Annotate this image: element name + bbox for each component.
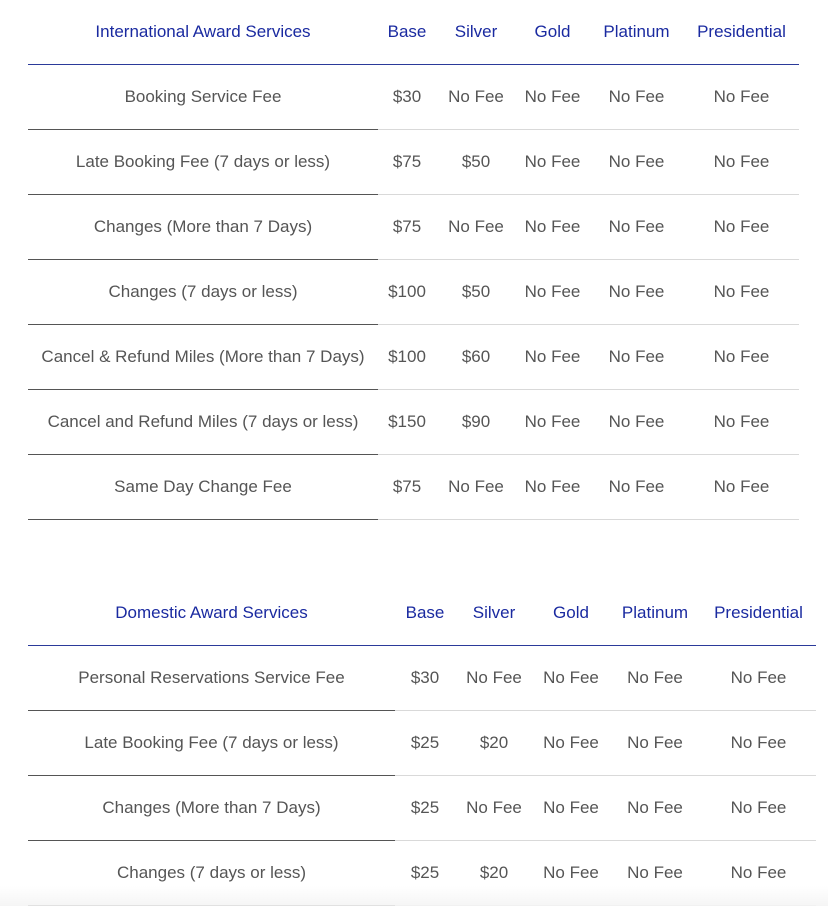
fee-value-gold: No Fee: [516, 195, 589, 260]
fee-value-platinum: No Fee: [609, 841, 701, 906]
fee-value-base: $30: [395, 646, 455, 711]
table-header-row: [28, 0, 799, 65]
fee-value-base: $25: [395, 776, 455, 841]
table-row: [28, 455, 799, 520]
fee-value-silver: No Fee: [455, 646, 533, 711]
fee-value-base: $25: [395, 711, 455, 776]
fee-label: Changes (7 days or less): [28, 841, 395, 906]
fee-value-presidential: No Fee: [701, 776, 816, 841]
column-header-gold: Gold: [533, 581, 609, 646]
fee-value-presidential: No Fee: [684, 455, 799, 520]
fee-value-silver: $20: [455, 711, 533, 776]
fee-value-presidential: No Fee: [701, 646, 816, 711]
fee-value-platinum: No Fee: [589, 325, 684, 390]
fee-value-silver: $50: [436, 130, 516, 195]
fee-value-base: $150: [378, 390, 436, 455]
table-row: [28, 390, 799, 455]
fee-value-gold: No Fee: [533, 646, 609, 711]
fee-value-silver: $50: [436, 260, 516, 325]
fee-value-platinum: No Fee: [609, 776, 701, 841]
column-header-gold: Gold: [516, 0, 589, 65]
fee-value-presidential: No Fee: [684, 325, 799, 390]
column-header-silver: Silver: [455, 581, 533, 646]
table-row: [28, 646, 816, 711]
fee-value-platinum: No Fee: [609, 711, 701, 776]
column-header-base: Base: [378, 0, 436, 65]
fee-value-base: $100: [378, 325, 436, 390]
international-award-fees-table: [28, 0, 799, 520]
fee-value-base: $25: [395, 841, 455, 906]
fee-value-presidential: No Fee: [684, 65, 799, 130]
fee-value-gold: No Fee: [516, 65, 589, 130]
fee-value-silver: $60: [436, 325, 516, 390]
table-title: International Award Services: [28, 0, 378, 65]
fee-label: Cancel and Refund Miles (7 days or less): [28, 390, 378, 455]
fee-value-gold: No Fee: [533, 841, 609, 906]
fee-value-platinum: No Fee: [589, 130, 684, 195]
fee-value-silver: $90: [436, 390, 516, 455]
table-title: Domestic Award Services: [28, 581, 395, 646]
fee-value-silver: No Fee: [436, 195, 516, 260]
fee-value-base: $100: [378, 260, 436, 325]
fee-value-gold: No Fee: [516, 390, 589, 455]
fee-value-base: $75: [378, 455, 436, 520]
fee-label: Changes (7 days or less): [28, 260, 378, 325]
fee-label: Booking Service Fee: [28, 65, 378, 130]
fee-value-platinum: No Fee: [589, 390, 684, 455]
fee-value-platinum: No Fee: [589, 65, 684, 130]
table-row: [28, 325, 799, 390]
table-body: [28, 65, 799, 520]
fee-value-presidential: No Fee: [701, 711, 816, 776]
fee-value-presidential: No Fee: [684, 130, 799, 195]
fee-label: Late Booking Fee (7 days or less): [28, 711, 395, 776]
fee-value-presidential: No Fee: [684, 260, 799, 325]
table-row: [28, 65, 799, 130]
fee-value-silver: No Fee: [436, 455, 516, 520]
fee-value-presidential: No Fee: [684, 390, 799, 455]
table-row: [28, 776, 816, 841]
column-header-base: Base: [395, 581, 455, 646]
table-row: [28, 841, 816, 906]
fee-value-silver: $20: [455, 841, 533, 906]
fee-value-platinum: No Fee: [589, 260, 684, 325]
fee-label: Same Day Change Fee: [28, 455, 378, 520]
table-row: [28, 260, 799, 325]
table-header-row: [28, 581, 816, 646]
fee-value-base: $30: [378, 65, 436, 130]
domestic-award-fees-table: [28, 581, 816, 906]
fee-value-gold: No Fee: [516, 455, 589, 520]
fee-value-silver: No Fee: [455, 776, 533, 841]
fee-value-base: $75: [378, 195, 436, 260]
fee-value-platinum: No Fee: [589, 195, 684, 260]
column-header-presidential: Presidential: [701, 581, 816, 646]
fee-value-presidential: No Fee: [701, 841, 816, 906]
fee-value-gold: No Fee: [516, 130, 589, 195]
fee-label: Changes (More than 7 Days): [28, 776, 395, 841]
fee-label: Late Booking Fee (7 days or less): [28, 130, 378, 195]
fee-value-gold: No Fee: [516, 325, 589, 390]
fee-value-presidential: No Fee: [684, 195, 799, 260]
column-header-silver: Silver: [436, 0, 516, 65]
column-header-platinum: Platinum: [589, 0, 684, 65]
fee-value-platinum: No Fee: [589, 455, 684, 520]
table-row: [28, 711, 816, 776]
column-header-presidential: Presidential: [684, 0, 799, 65]
fee-value-base: $75: [378, 130, 436, 195]
fee-value-gold: No Fee: [533, 711, 609, 776]
fee-label: Cancel & Refund Miles (More than 7 Days): [28, 325, 378, 390]
fee-value-platinum: No Fee: [609, 646, 701, 711]
fee-label: Personal Reservations Service Fee: [28, 646, 395, 711]
column-header-platinum: Platinum: [609, 581, 701, 646]
table-row: [28, 130, 799, 195]
fee-value-gold: No Fee: [516, 260, 589, 325]
table-body: [28, 646, 816, 906]
table-row: [28, 195, 799, 260]
fee-label: Changes (More than 7 Days): [28, 195, 378, 260]
fee-value-gold: No Fee: [533, 776, 609, 841]
fee-value-silver: No Fee: [436, 65, 516, 130]
